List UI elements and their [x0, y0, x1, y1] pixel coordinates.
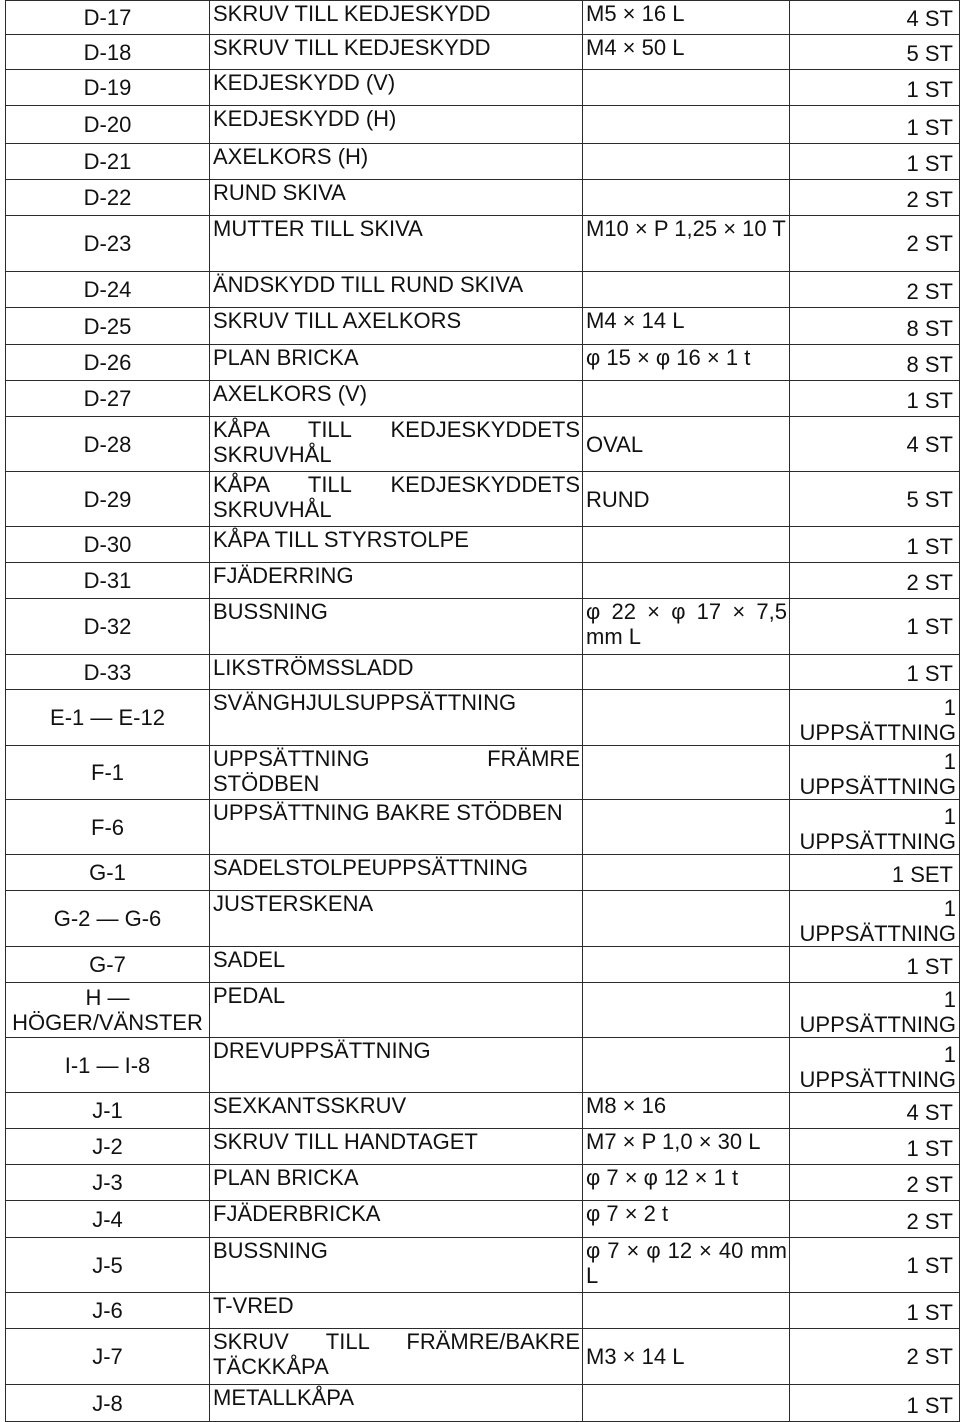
part-spec-cell	[583, 655, 790, 690]
table-row	[6, 891, 960, 947]
table-row	[6, 35, 960, 70]
part-code-cell: D-31	[6, 563, 210, 599]
part-description-cell: SKRUV TILL KEDJESKYDD	[210, 35, 583, 70]
table-row	[6, 599, 960, 655]
part-description-cell: KEDJESKYDD (H)	[210, 106, 583, 144]
part-description-cell: LIKSTRÖMSSLADD	[210, 655, 583, 690]
part-quantity-cell: 1 UPPSÄTTNING	[790, 1038, 960, 1093]
table-row	[6, 983, 960, 1038]
table-row	[6, 1038, 960, 1093]
part-spec-cell	[583, 563, 790, 599]
part-quantity-cell: 1 UPPSÄTTNING	[790, 800, 960, 855]
part-code-cell: J-8	[6, 1385, 210, 1422]
part-quantity-cell: 1 ST	[790, 947, 960, 983]
table-row	[6, 855, 960, 891]
part-description-cell: SADEL	[210, 947, 583, 983]
table-row	[6, 308, 960, 345]
table-row	[6, 1385, 960, 1422]
part-code-cell: J-4	[6, 1201, 210, 1238]
part-spec-cell: M5 × 16 L	[583, 1, 790, 35]
table-row	[6, 1, 960, 35]
part-spec-cell: φ 7 × φ 12 × 40 mm L	[583, 1238, 790, 1293]
part-spec-cell	[583, 855, 790, 891]
part-spec-cell: RUND	[583, 472, 790, 527]
part-quantity-cell: 2 ST	[790, 1201, 960, 1238]
part-code-cell: D-18	[6, 35, 210, 70]
part-description-cell: UPPSÄTTNING BAKRE STÖDBEN	[210, 800, 583, 855]
part-quantity-cell: 1 ST	[790, 70, 960, 106]
table-row	[6, 345, 960, 381]
part-quantity-cell: 1 ST	[790, 1238, 960, 1293]
part-code-cell: J-2	[6, 1129, 210, 1165]
part-spec-cell	[583, 800, 790, 855]
part-description-cell: DREVUPPSÄTTNING	[210, 1038, 583, 1093]
table-row	[6, 1093, 960, 1129]
part-description-cell: SVÄNGHJULSUPPSÄTTNING	[210, 690, 583, 746]
table-row	[6, 144, 960, 180]
part-description-cell: PLAN BRICKA	[210, 345, 583, 381]
part-quantity-cell: 1 ST	[790, 106, 960, 144]
part-spec-cell	[583, 527, 790, 563]
part-spec-cell: M4 × 50 L	[583, 35, 790, 70]
part-quantity-cell: 1 ST	[790, 1129, 960, 1165]
part-quantity-cell: 2 ST	[790, 180, 960, 216]
part-spec-cell: M8 × 16	[583, 1093, 790, 1129]
part-code-cell: D-29	[6, 472, 210, 527]
part-code-cell: F-6	[6, 800, 210, 855]
part-code-cell: D-22	[6, 180, 210, 216]
part-quantity-cell: 1 ST	[790, 381, 960, 417]
part-code-cell: D-25	[6, 308, 210, 345]
part-spec-cell	[583, 1385, 790, 1422]
part-code-cell: G-2 — G-6	[6, 891, 210, 947]
part-description-cell: AXELKORS (H)	[210, 144, 583, 180]
part-description-cell: RUND SKIVA	[210, 180, 583, 216]
part-spec-cell: φ 7 × 2 t	[583, 1201, 790, 1238]
part-code-cell: D-19	[6, 70, 210, 106]
part-spec-cell	[583, 1038, 790, 1093]
part-description-cell: SKRUV TILL AXELKORS	[210, 308, 583, 345]
part-quantity-cell: 1 SET	[790, 855, 960, 891]
part-quantity-cell: 1 UPPSÄTTNING	[790, 891, 960, 947]
part-code-cell: E-1 — E-12	[6, 690, 210, 746]
part-spec-cell: M4 × 14 L	[583, 308, 790, 345]
part-quantity-cell: 2 ST	[790, 272, 960, 308]
part-code-cell: D-26	[6, 345, 210, 381]
part-description-cell: KÅPA TILL KEDJESKYDDETS SKRUVHÅL	[210, 472, 583, 527]
part-description-cell: BUSSNING	[210, 1238, 583, 1293]
part-quantity-cell: 4 ST	[790, 1, 960, 35]
part-spec-cell	[583, 106, 790, 144]
part-spec-cell	[583, 1293, 790, 1329]
part-code-cell: J-1	[6, 1093, 210, 1129]
part-code-cell: D-32	[6, 599, 210, 655]
part-description-cell: UPPSÄTTNING FRÄMRE STÖDBEN	[210, 746, 583, 800]
part-description-cell: KÅPA TILL STYRSTOLPE	[210, 527, 583, 563]
part-spec-cell	[583, 690, 790, 746]
table-row	[6, 947, 960, 983]
part-quantity-cell: 4 ST	[790, 417, 960, 472]
part-spec-cell: OVAL	[583, 417, 790, 472]
part-code-cell: D-33	[6, 655, 210, 690]
part-spec-cell	[583, 180, 790, 216]
table-row	[6, 690, 960, 746]
table-row	[6, 527, 960, 563]
part-description-cell: SKRUV TILL HANDTAGET	[210, 1129, 583, 1165]
part-description-cell: FJÄDERBRICKA	[210, 1201, 583, 1238]
part-spec-cell	[583, 983, 790, 1038]
part-quantity-cell: 1 ST	[790, 1293, 960, 1329]
part-code-cell: G-7	[6, 947, 210, 983]
part-code-cell: D-21	[6, 144, 210, 180]
table-row	[6, 216, 960, 272]
part-quantity-cell: 8 ST	[790, 345, 960, 381]
part-code-cell: H — HÖGER/VÄNSTER	[6, 983, 210, 1038]
table-row	[6, 655, 960, 690]
part-description-cell: SEXKANTSSKRUV	[210, 1093, 583, 1129]
part-spec-cell	[583, 746, 790, 800]
part-code-cell: D-20	[6, 106, 210, 144]
table-row	[6, 1165, 960, 1201]
part-quantity-cell: 1 ST	[790, 527, 960, 563]
part-code-cell: I-1 — I-8	[6, 1038, 210, 1093]
table-row	[6, 1129, 960, 1165]
table-row	[6, 417, 960, 472]
part-spec-cell	[583, 272, 790, 308]
part-quantity-cell: 1 ST	[790, 144, 960, 180]
part-description-cell: T-VRED	[210, 1293, 583, 1329]
table-row	[6, 70, 960, 106]
part-quantity-cell: 1 UPPSÄTTNING	[790, 690, 960, 746]
part-quantity-cell: 1 ST	[790, 1385, 960, 1422]
part-description-cell: KEDJESKYDD (V)	[210, 70, 583, 106]
part-quantity-cell: 1 UPPSÄTTNING	[790, 983, 960, 1038]
part-code-cell: D-24	[6, 272, 210, 308]
part-quantity-cell: 2 ST	[790, 216, 960, 272]
part-quantity-cell: 5 ST	[790, 35, 960, 70]
part-description-cell: PEDAL	[210, 983, 583, 1038]
part-code-cell: D-23	[6, 216, 210, 272]
table-row	[6, 1329, 960, 1385]
part-quantity-cell: 2 ST	[790, 1329, 960, 1385]
part-quantity-cell: 1 UPPSÄTTNING	[790, 746, 960, 800]
part-code-cell: J-7	[6, 1329, 210, 1385]
part-quantity-cell: 1 ST	[790, 599, 960, 655]
part-spec-cell: M10 × P 1,25 × 10 T	[583, 216, 790, 272]
part-spec-cell: φ 7 × φ 12 × 1 t	[583, 1165, 790, 1201]
part-quantity-cell: 1 ST	[790, 655, 960, 690]
part-spec-cell: M7 × P 1,0 × 30 L	[583, 1129, 790, 1165]
part-description-cell: BUSSNING	[210, 599, 583, 655]
part-description-cell: JUSTERSKENA	[210, 891, 583, 947]
part-quantity-cell: 2 ST	[790, 1165, 960, 1201]
table-row	[6, 180, 960, 216]
part-code-cell: F-1	[6, 746, 210, 800]
part-description-cell: SKRUV TILL FRÄMRE/BAKRE TÄCKKÅPA	[210, 1329, 583, 1385]
table-row	[6, 1293, 960, 1329]
part-quantity-cell: 2 ST	[790, 563, 960, 599]
part-description-cell: PLAN BRICKA	[210, 1165, 583, 1201]
table-row	[6, 1201, 960, 1238]
table-row	[6, 800, 960, 855]
part-code-cell: J-6	[6, 1293, 210, 1329]
part-description-cell: SKRUV TILL KEDJESKYDD	[210, 1, 583, 35]
part-description-cell: FJÄDERRING	[210, 563, 583, 599]
part-spec-cell	[583, 381, 790, 417]
table-row	[6, 381, 960, 417]
part-spec-cell: φ 15 × φ 16 × 1 t	[583, 345, 790, 381]
part-code-cell: J-3	[6, 1165, 210, 1201]
part-description-cell: MUTTER TILL SKIVA	[210, 216, 583, 272]
part-spec-cell	[583, 70, 790, 106]
part-description-cell: ÄNDSKYDD TILL RUND SKIVA	[210, 272, 583, 308]
parts-list-body	[6, 1, 960, 1422]
table-row	[6, 106, 960, 144]
part-description-cell: SADELSTOLPEUPPSÄTTNING	[210, 855, 583, 891]
part-quantity-cell: 8 ST	[790, 308, 960, 345]
part-code-cell: J-5	[6, 1238, 210, 1293]
part-code-cell: D-17	[6, 1, 210, 35]
part-quantity-cell: 5 ST	[790, 472, 960, 527]
part-spec-cell	[583, 144, 790, 180]
part-spec-cell: φ 22 × φ 17 × 7,5 mm L	[583, 599, 790, 655]
part-spec-cell	[583, 891, 790, 947]
part-code-cell: D-28	[6, 417, 210, 472]
part-description-cell: KÅPA TILL KEDJESKYDDETS SKRUVHÅL	[210, 417, 583, 472]
part-code-cell: G-1	[6, 855, 210, 891]
table-row	[6, 1238, 960, 1293]
part-quantity-cell: 4 ST	[790, 1093, 960, 1129]
table-row	[6, 563, 960, 599]
part-code-cell: D-30	[6, 527, 210, 563]
part-code-cell: D-27	[6, 381, 210, 417]
table-row	[6, 272, 960, 308]
parts-list-table	[5, 0, 960, 1422]
part-description-cell: METALLKÅPA	[210, 1385, 583, 1422]
table-row	[6, 472, 960, 527]
part-spec-cell	[583, 947, 790, 983]
part-description-cell: AXELKORS (V)	[210, 381, 583, 417]
part-spec-cell: M3 × 14 L	[583, 1329, 790, 1385]
table-row	[6, 746, 960, 800]
